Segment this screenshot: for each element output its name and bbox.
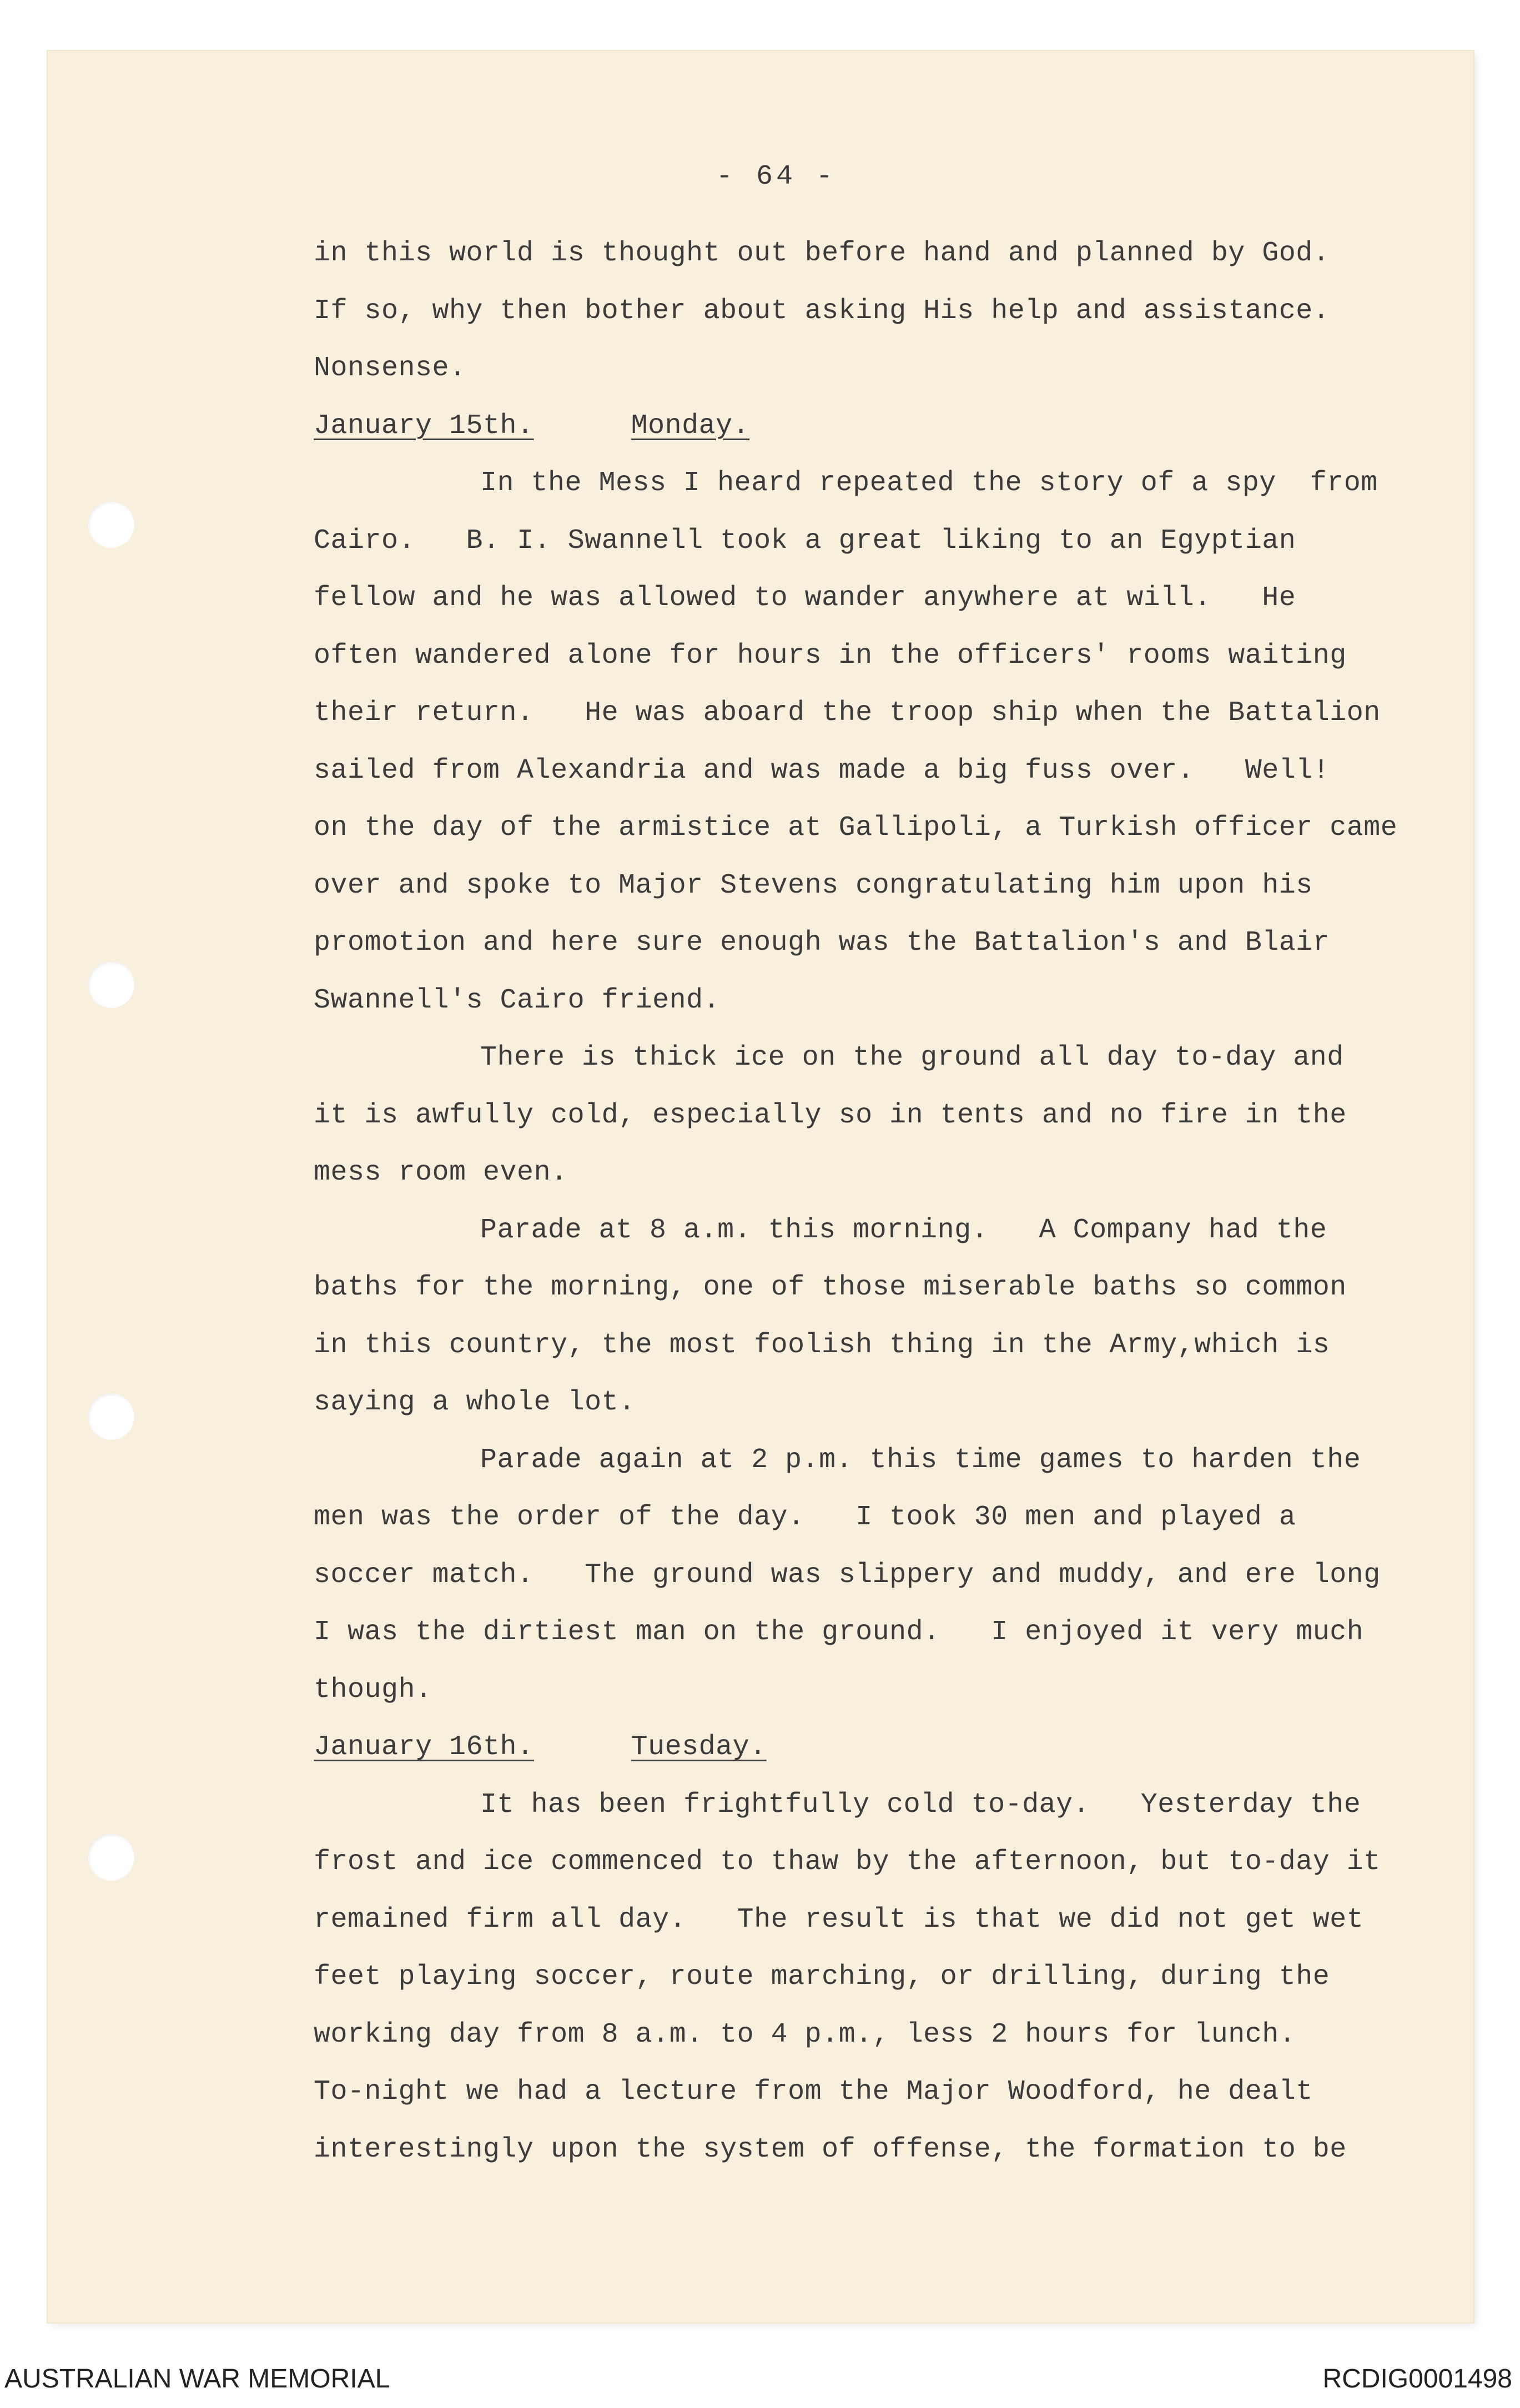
text-line: If so, why then bother about asking His help and assistance. bbox=[314, 295, 1330, 327]
text-line: Swannell's Cairo friend. bbox=[314, 984, 721, 1016]
text-line: In the Mess I heard repeated the story of a spy from bbox=[480, 467, 1378, 499]
text-line: baths for the morning, one of those miserable baths so common bbox=[314, 1272, 1347, 1303]
text-line: it is awfully cold, especially so in tents and no fire in the bbox=[314, 1099, 1347, 1131]
text-line: saying a whole lot. bbox=[314, 1387, 636, 1418]
text-line: interestingly upon the system of offense, the formation to be bbox=[314, 2133, 1347, 2165]
punch-hole bbox=[88, 501, 134, 548]
entry-weekday: Monday. bbox=[631, 410, 750, 442]
text-line: in this country, the most foolish thing in the Army,which is bbox=[314, 1329, 1330, 1361]
entry-date: January 15th. bbox=[314, 410, 534, 442]
text-line: feet playing soccer, route marching, or drilling, during the bbox=[314, 1961, 1330, 1993]
text-line: men was the order of the day. I took 30 men and played a bbox=[314, 1502, 1296, 1533]
diary-entry-heading bbox=[314, 1719, 1457, 1776]
text-line: remained firm all day. The result is that we did not get wet bbox=[314, 1903, 1364, 1936]
text-line: though. bbox=[314, 1674, 432, 1706]
page-number: - 64 - bbox=[716, 161, 837, 193]
archive-reference-id: RCDIG0001498 bbox=[1322, 2364, 1512, 2394]
punch-hole bbox=[88, 961, 134, 1008]
text-line: on the day of the armistice at Gallipoli, a Turkish officer came bbox=[314, 812, 1398, 844]
text-line: Parade at 8 a.m. this morning. A Company had the bbox=[480, 1214, 1327, 1246]
text-line: frost and ice commenced to thaw by the afternoon, but to-day it bbox=[314, 1846, 1381, 1878]
text-line: sailed from Alexandria and was made a big fuss over. Well! bbox=[314, 754, 1330, 787]
archive-credit: AUSTRALIAN WAR MEMORIAL bbox=[4, 2364, 390, 2394]
text-line: There is thick ice on the ground all day to-day and bbox=[480, 1042, 1344, 1074]
text-line: It has been frightfully cold to-day. Yesterday the bbox=[480, 1789, 1361, 1821]
diary-entry-heading bbox=[314, 397, 1457, 455]
typed-body-text bbox=[314, 225, 1457, 2178]
text-line: fellow and he was allowed to wander anywhere at will. He bbox=[314, 582, 1296, 614]
text-line: in this world is thought out before hand and planned by God. bbox=[314, 238, 1330, 269]
text-line: working day from 8 a.m. to 4 p.m., less 2 hours for lunch. bbox=[314, 2018, 1296, 2051]
text-line: often wandered alone for hours in the officers' rooms waiting bbox=[314, 639, 1347, 672]
text-line: I was the dirtiest man on the ground. I enjoyed it very much bbox=[314, 1616, 1364, 1648]
text-line: Cairo. B. I. Swannell took a great liking to an Egyptian bbox=[314, 525, 1296, 557]
text-line: soccer match. The ground was slippery and muddy, and ere long bbox=[314, 1559, 1381, 1591]
text-line: To-night we had a lecture from the Major Woodford, he dealt bbox=[314, 2076, 1313, 2108]
text-line: mess room even. bbox=[314, 1157, 568, 1188]
punch-hole bbox=[88, 1393, 134, 1440]
entry-date: January 16th. bbox=[314, 1731, 534, 1763]
text-line: promotion and here sure enough was the Battalion's and Blair bbox=[314, 927, 1330, 959]
text-line: Parade again at 2 p.m. this time games to harden the bbox=[480, 1444, 1361, 1476]
punch-hole bbox=[88, 1834, 134, 1881]
entry-weekday: Tuesday. bbox=[631, 1731, 767, 1763]
text-line: Nonsense. bbox=[314, 352, 466, 384]
text-line: their return. He was aboard the troop ship when the Battalion bbox=[314, 697, 1381, 729]
text-line: over and spoke to Major Stevens congratulating him upon his bbox=[314, 869, 1313, 901]
